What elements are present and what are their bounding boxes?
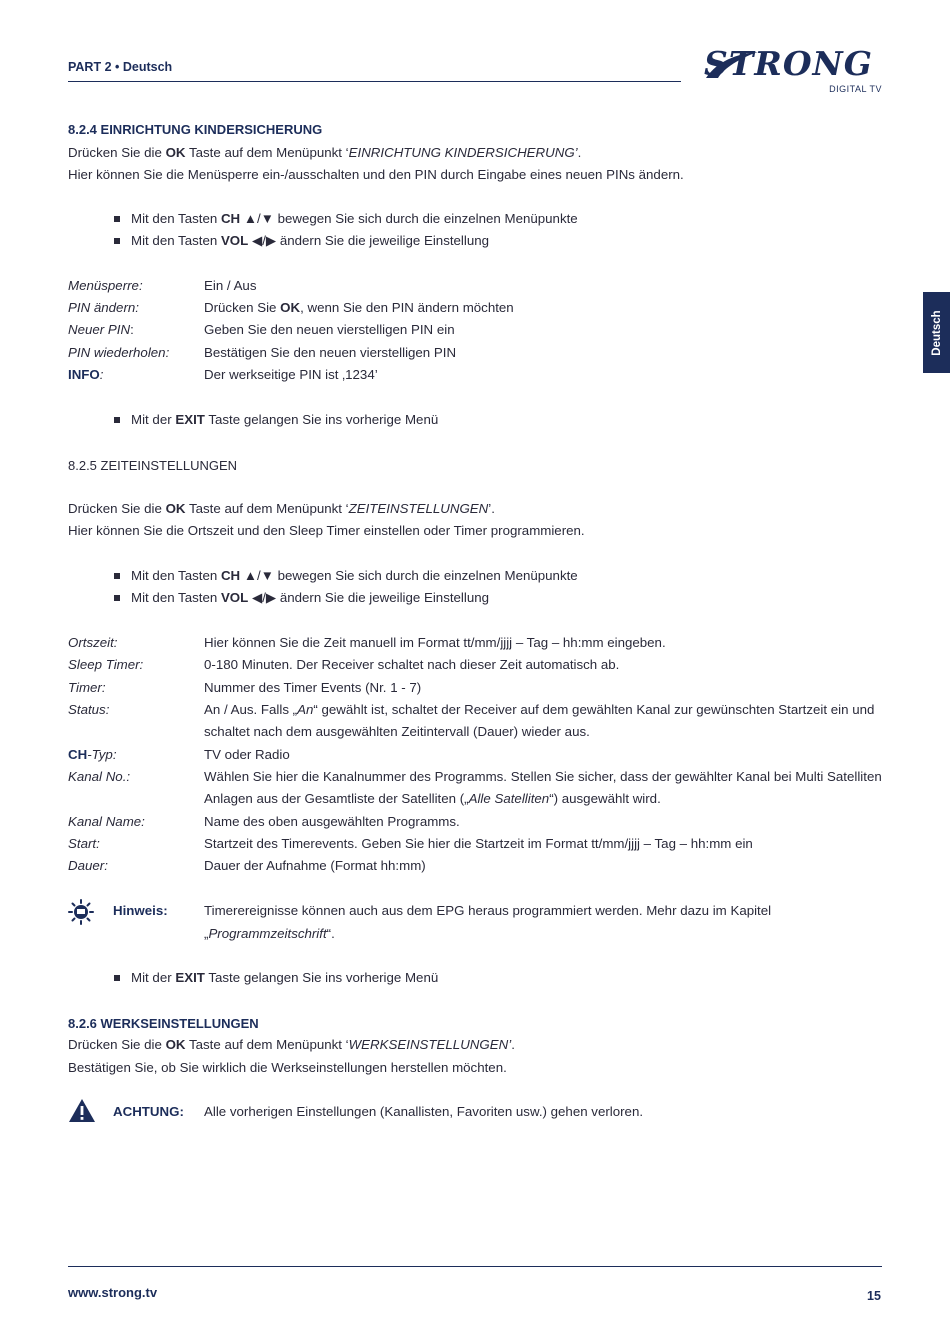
- strong-logo: [700, 44, 885, 96]
- section-825-bullet-ch: Mit den Tasten CH ▲/▼ bewegen Sie sich durch die einzelnen Menüpunkte: [114, 565, 578, 587]
- section-826-intro2: Bestätigen Sie, ob Sie wirklich die Werkseinstellungen herstellen möchten.: [68, 1060, 507, 1075]
- label-sleep-timer: Sleep Timer:: [68, 657, 144, 672]
- value-pin-aendern: Drücken Sie OK, wenn Sie den PIN ändern möchten: [204, 300, 514, 315]
- footer-rule: [68, 1266, 882, 1267]
- label-pin-aendern: PIN ändern:: [68, 300, 139, 315]
- label-start: Start:: [68, 836, 100, 851]
- label-ch-typ: CH-Typ:: [68, 747, 117, 762]
- value-status-line2: schaltet nach dem ausgewählten Zeitintervall (Dauer) wieder aus.: [204, 724, 590, 739]
- bullet-square-icon: [114, 975, 120, 981]
- logo-word: STRONG: [704, 44, 873, 83]
- label-ortszeit: Ortszeit:: [68, 635, 118, 650]
- logo-subtitle: DIGITAL TV: [829, 84, 882, 94]
- label-timer: Timer:: [68, 680, 106, 695]
- section-825-intro2: Hier können Sie die Ortszeit und den Sleep Timer einstellen oder Timer programmieren.: [68, 523, 585, 538]
- section-825-intro1: Drücken Sie die OK Taste auf dem Menüpunkt ‘ZEITEINSTELLUNGEN’.: [68, 501, 495, 516]
- value-menuesperre: Ein / Aus: [204, 278, 257, 293]
- section-824-bullet-vol: Mit den Tasten VOL ◀/▶ ändern Sie die jeweilige Einstellung: [114, 230, 489, 252]
- value-ch-typ: TV oder Radio: [204, 747, 290, 762]
- footer-url[interactable]: www.strong.tv: [68, 1285, 158, 1300]
- bullet-square-icon: [114, 216, 120, 222]
- section-824-title: 8.2.4 EINRICHTUNG KINDERSICHERUNG: [68, 122, 323, 137]
- page-number: 15: [867, 1289, 881, 1303]
- bullet-square-icon: [114, 573, 120, 579]
- section-825-title: 8.2.5 ZEITEINSTELLUNGEN: [68, 458, 238, 473]
- label-pin-wiederholen: PIN wiederholen:: [68, 345, 170, 360]
- bullet-square-icon: [114, 595, 120, 601]
- section-825-bullet-vol: Mit den Tasten VOL ◀/▶ ändern Sie die jeweilige Einstellung: [114, 587, 489, 609]
- hint-text-line2: „Programmzeitschrift“.: [204, 926, 335, 941]
- value-dauer: Dauer der Aufnahme (Format hh:mm): [204, 858, 426, 873]
- label-kanal-name: Kanal Name:: [68, 814, 145, 829]
- side-tab-label: Deutsch: [930, 309, 943, 356]
- bullet-square-icon: [114, 238, 120, 244]
- value-ortszeit: Hier können Sie die Zeit manuell im Format tt/mm/jjjj – Tag – hh:mm eingeben.: [204, 635, 666, 650]
- section-826-intro1: Drücken Sie die OK Taste auf dem Menüpunkt ‘WERKSEINSTELLUNGEN’.: [68, 1037, 515, 1052]
- value-start: Startzeit des Timerevents. Geben Sie hier die Startzeit im Format tt/mm/jjjj – Tag – hh:mm ein: [204, 836, 753, 851]
- label-kanal-no: Kanal No.:: [68, 769, 131, 784]
- label-dauer: Dauer:: [68, 858, 108, 873]
- value-kanal-no: Wählen Sie hier die Kanalnummer des Programms. Stellen Sie sicher, dass der gewählter Kanal bei Multi Satelliten: [204, 769, 882, 784]
- hint-label: Hinweis:: [113, 903, 168, 918]
- value-kanal-no-line2: Anlagen aus der Gesamtliste der Satelliten („Alle Satelliten“) ausgewählt wird.: [204, 791, 661, 806]
- label-info: INFO:: [68, 367, 104, 382]
- section-826-title: 8.2.6 WERKSEINSTELLUNGEN: [68, 1016, 259, 1031]
- value-pin-wiederholen: Bestätigen Sie den neuen vierstelligen PIN: [204, 345, 457, 360]
- value-kanal-name: Name des oben ausgewählten Programms.: [204, 814, 460, 829]
- warning-triangle-icon: [68, 1098, 96, 1123]
- section-825-bullet-exit: Mit der EXIT Taste gelangen Sie ins vorherige Menü: [114, 967, 438, 989]
- section-824-intro1: Drücken Sie die OK Taste auf dem Menüpunkt ‘EINRICHTUNG KINDERSICHERUNG’.: [68, 145, 582, 160]
- hint-text: Timerereignisse können auch aus dem EPG heraus programmiert werden. Mehr dazu im Kapitel: [204, 903, 772, 918]
- value-timer: Nummer des Timer Events (Nr. 1 - 7): [204, 680, 422, 695]
- value-info: Der werkseitige PIN ist ‚1234’: [204, 367, 378, 382]
- section-824-intro2: Hier können Sie die Menüsperre ein-/ausschalten und den PIN durch Eingabe eines neuen PINs ändern.: [68, 167, 684, 182]
- value-sleep-timer: 0-180 Minuten. Der Receiver schaltet nach dieser Zeit automatisch ab.: [204, 657, 620, 672]
- value-status: An / Aus. Falls „An“ gewählt ist, schaltet der Receiver auf dem gewählten Kanal zur gewünschten Startzeit ein und: [204, 702, 875, 717]
- header-part: PART 2 • Deutsch: [68, 60, 173, 74]
- label-menuesperre: Menüsperre:: [68, 278, 143, 293]
- language-side-tab: [923, 292, 950, 373]
- section-824-bullet-ch: Mit den Tasten CH ▲/▼ bewegen Sie sich durch die einzelnen Menüpunkte: [114, 208, 578, 230]
- header-rule: [68, 81, 681, 82]
- label-neuer-pin: Neuer PIN:: [68, 322, 134, 337]
- warning-label: ACHTUNG:: [113, 1104, 184, 1119]
- warning-text: Alle vorherigen Einstellungen (Kanallisten, Favoriten usw.) gehen verloren.: [204, 1104, 644, 1119]
- label-status: Status:: [68, 702, 110, 717]
- section-824-bullet-exit: Mit der EXIT Taste gelangen Sie ins vorherige Menü: [114, 409, 438, 431]
- bullet-square-icon: [114, 417, 120, 423]
- hint-lightbulb-icon: [68, 899, 94, 925]
- value-neuer-pin: Geben Sie den neuen vierstelligen PIN ein: [204, 322, 455, 337]
